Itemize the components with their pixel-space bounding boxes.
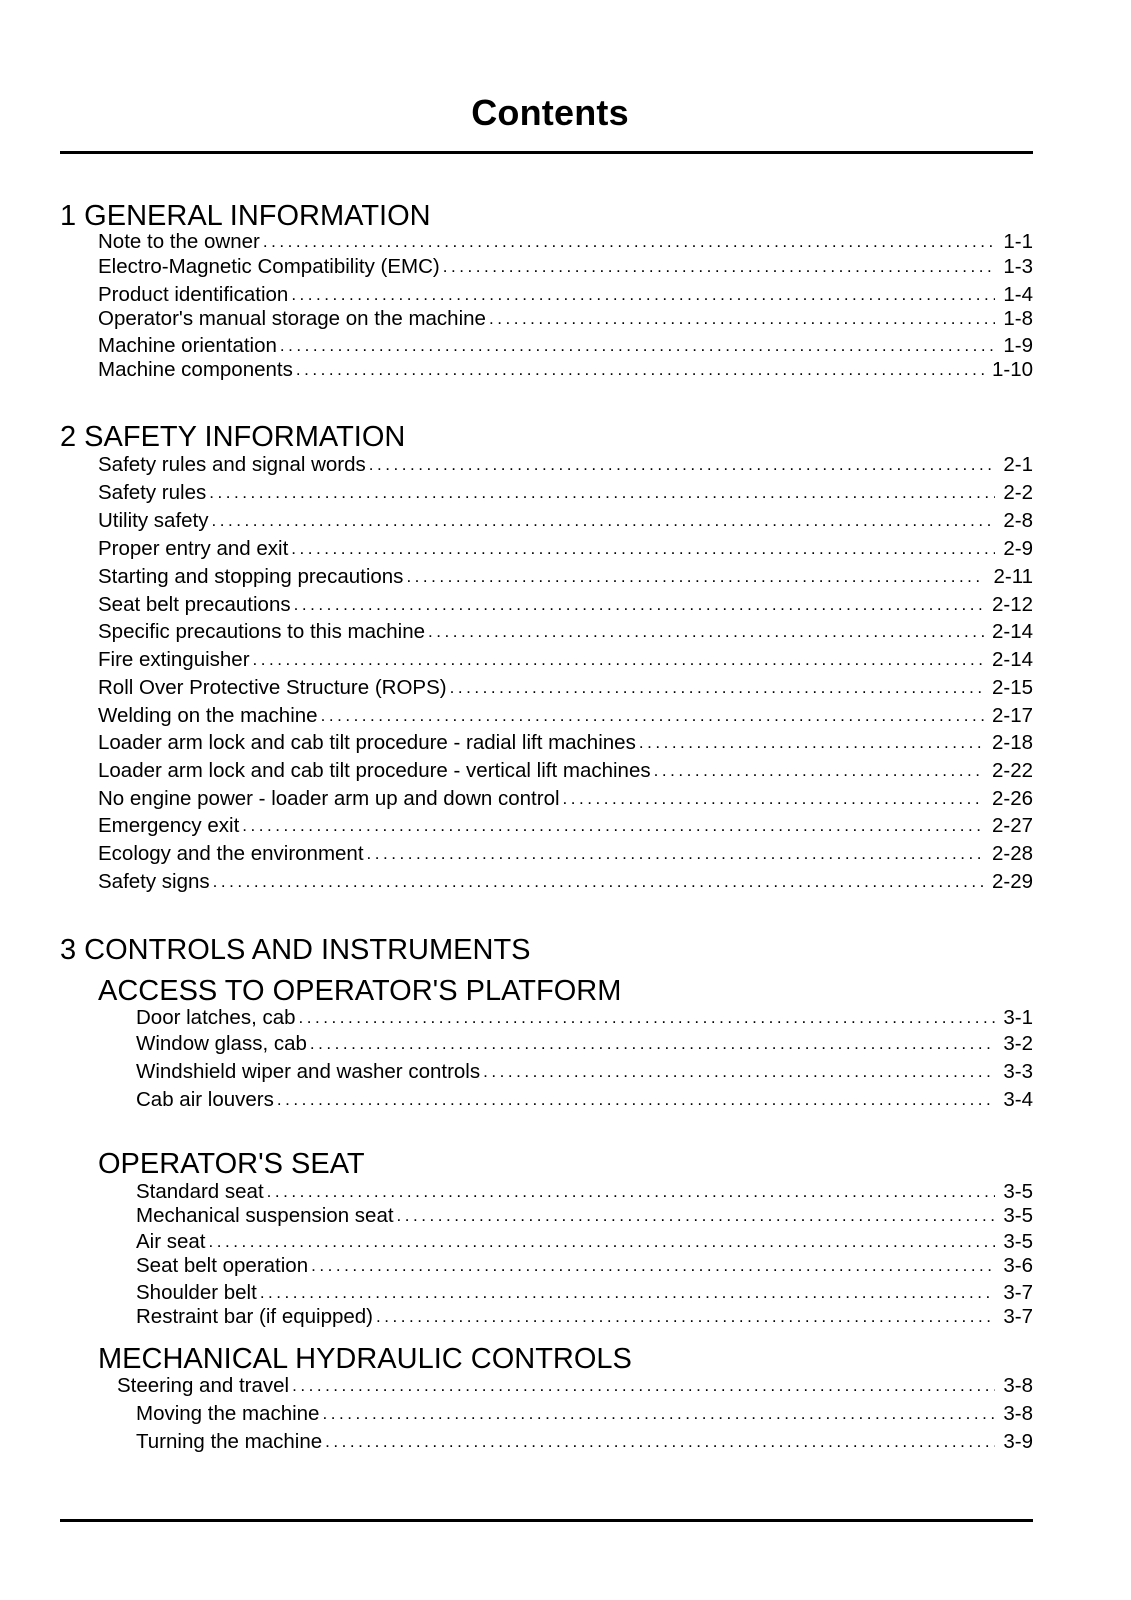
toc-entry-title: Electro-Magnetic Compatibility (EMC) <box>98 255 440 278</box>
toc-entry[interactable] <box>136 1204 1033 1228</box>
dot-leader <box>406 567 985 589</box>
dot-leader <box>639 733 984 755</box>
toc-entry-title: Proper entry and exit <box>98 537 289 560</box>
subsection-heading-mechanical-hydraulic-controls: MECHANICAL HYDRAULIC CONTROLS <box>98 1343 632 1375</box>
toc-entry[interactable] <box>98 230 1033 254</box>
dot-leader <box>321 706 984 728</box>
dot-leader <box>267 1182 996 1204</box>
dot-leader <box>376 1307 995 1329</box>
dot-leader <box>291 285 995 307</box>
toc-entry-title: Loader arm lock and cab tilt procedure - radial lift machines <box>98 731 636 754</box>
toc-entry[interactable] <box>98 481 1033 505</box>
dot-leader <box>654 761 984 783</box>
dot-leader <box>260 1283 996 1305</box>
toc-entry-page: 1-3 <box>1003 255 1033 278</box>
toc-entry-page: 3-2 <box>1003 1032 1033 1055</box>
toc-entry-page: 2-9 <box>1003 537 1033 560</box>
dot-leader <box>311 1256 995 1278</box>
toc-entry[interactable] <box>98 870 1033 894</box>
toc-entry-page: 2-2 <box>1003 481 1033 504</box>
toc-entry[interactable] <box>98 648 1033 672</box>
toc-entry[interactable] <box>98 537 1033 561</box>
toc-entry-page: 3-7 <box>1003 1305 1033 1328</box>
toc-entry-title: No engine power - loader arm up and down control <box>98 787 560 810</box>
dot-leader <box>483 1062 995 1084</box>
toc-entry-page: 2-18 <box>991 731 1033 754</box>
toc-entry[interactable] <box>136 1254 1033 1278</box>
toc-entry[interactable] <box>136 1180 1033 1204</box>
toc-entry-page: 2-11 <box>993 565 1033 588</box>
dot-leader <box>296 360 984 382</box>
dot-leader <box>489 309 995 331</box>
toc-entry[interactable] <box>98 565 1033 589</box>
dot-leader <box>213 872 984 894</box>
toc-entry-title: Standard seat <box>136 1180 264 1203</box>
toc-entry[interactable] <box>117 1374 1033 1398</box>
toc-entry-title: Note to the owner <box>98 230 260 253</box>
toc-entry-title: Specific precautions to this machine <box>98 620 426 643</box>
toc-entry-page: 3-7 <box>1003 1281 1033 1304</box>
dot-leader <box>253 650 984 672</box>
toc-entry-title: Steering and travel <box>117 1374 290 1397</box>
toc-entry[interactable] <box>98 307 1033 331</box>
toc-entry-title: Moving the machine <box>136 1402 320 1425</box>
toc-entry[interactable] <box>136 1402 1033 1426</box>
dot-leader <box>209 483 995 505</box>
toc-entry-title: Windshield wiper and washer controls <box>136 1060 481 1083</box>
toc-entry[interactable] <box>98 704 1033 728</box>
toc-entry-title: Restraint bar (if equipped) <box>136 1305 374 1328</box>
dot-leader <box>291 539 995 561</box>
dot-leader <box>322 1404 995 1426</box>
toc-entry[interactable] <box>136 1230 1033 1254</box>
toc-entry-title: Roll Over Protective Structure (ROPS) <box>98 676 447 699</box>
toc-entry-title: Seat belt operation <box>136 1254 309 1277</box>
toc-entry-page: 3-6 <box>1003 1254 1033 1277</box>
toc-entry[interactable] <box>98 787 1033 811</box>
section-heading-safety-information: 2 SAFETY INFORMATION <box>60 421 406 453</box>
subsection-heading-access-to-operators-platform: ACCESS TO OPERATOR'S PLATFORM <box>98 975 622 1007</box>
toc-entry-page: 2-15 <box>991 676 1033 699</box>
dot-leader <box>209 1232 996 1254</box>
dot-leader <box>397 1206 996 1228</box>
subsection-heading-operators-seat: OPERATOR'S SEAT <box>98 1148 365 1180</box>
toc-entry-title: Product identification <box>98 283 289 306</box>
dot-leader <box>292 1376 995 1398</box>
toc-entry[interactable] <box>98 509 1033 533</box>
toc-entry-title: Emergency exit <box>98 814 240 837</box>
toc-entry-page: 2-17 <box>991 704 1033 727</box>
dot-leader <box>450 678 984 700</box>
toc-entry-page: 2-12 <box>991 593 1033 616</box>
toc-entry-page: 2-1 <box>1003 453 1033 476</box>
toc-entry-title: Operator's manual storage on the machine <box>98 307 486 330</box>
toc-entry[interactable] <box>136 1006 1033 1030</box>
toc-entry-title: Machine components <box>98 358 293 381</box>
toc-entry-title: Safety rules and signal words <box>98 453 366 476</box>
toc-entry-page: 3-5 <box>1003 1230 1033 1253</box>
toc-entry-page: 2-29 <box>991 870 1033 893</box>
toc-entry-page: 3-1 <box>1003 1006 1033 1029</box>
toc-entry-page: 2-8 <box>1003 509 1033 532</box>
toc-entry-title: Loader arm lock and cab tilt procedure - vertical lift machines <box>98 759 651 782</box>
toc-entry-page: 1-1 <box>1003 230 1033 253</box>
dot-leader <box>294 595 984 617</box>
toc-entry-page: 2-22 <box>991 759 1033 782</box>
toc-entry-title: Safety signs <box>98 870 210 893</box>
toc-entry-title: Welding on the machine <box>98 704 318 727</box>
toc-entry-page: 3-4 <box>1003 1088 1033 1111</box>
dot-leader <box>299 1008 996 1030</box>
toc-entry-page: 1-8 <box>1003 307 1033 330</box>
dot-leader <box>212 511 996 533</box>
toc-entry[interactable] <box>98 620 1033 644</box>
section-heading-controls-and-instruments: 3 CONTROLS AND INSTRUMENTS <box>60 934 531 966</box>
toc-entry-page: 2-28 <box>991 842 1033 865</box>
toc-entry-page: 1-10 <box>991 358 1033 381</box>
bottom-divider <box>60 1519 1033 1522</box>
toc-entry-page: 1-4 <box>1003 283 1033 306</box>
toc-entry[interactable] <box>98 283 1033 307</box>
toc-entry[interactable] <box>98 255 1033 279</box>
toc-entry[interactable] <box>136 1281 1033 1305</box>
toc-entry-title: Air seat <box>136 1230 206 1253</box>
toc-entry[interactable] <box>98 334 1033 358</box>
dot-leader <box>263 232 996 254</box>
dot-leader <box>369 455 996 477</box>
toc-entry-page: 2-14 <box>991 648 1033 671</box>
toc-entry[interactable] <box>98 759 1033 783</box>
dot-leader <box>280 336 995 358</box>
toc-entry-page: 3-5 <box>1003 1204 1033 1227</box>
dot-leader <box>563 789 984 811</box>
toc-entry-title: Door latches, cab <box>136 1006 296 1029</box>
toc-entry[interactable] <box>136 1032 1033 1056</box>
toc-entry-title: Mechanical suspension seat <box>136 1204 394 1227</box>
toc-entry-page: 3-9 <box>1003 1430 1033 1453</box>
toc-entry-page: 3-5 <box>1003 1180 1033 1203</box>
dot-leader <box>310 1034 995 1056</box>
section-heading-general-information: 1 GENERAL INFORMATION <box>60 200 431 232</box>
dot-leader <box>242 816 984 838</box>
dot-leader <box>443 257 996 279</box>
toc-entry-page: 3-3 <box>1003 1060 1033 1083</box>
toc-entry[interactable] <box>136 1088 1033 1112</box>
toc-entry[interactable] <box>98 842 1033 866</box>
page-title: Contents <box>471 92 629 133</box>
toc-entry-title: Fire extinguisher <box>98 648 250 671</box>
toc-entry[interactable] <box>136 1060 1033 1084</box>
toc-entry[interactable] <box>136 1305 1033 1329</box>
toc-entry-page: 2-26 <box>991 787 1033 810</box>
toc-entry-page: 1-9 <box>1003 334 1033 357</box>
dot-leader <box>325 1432 995 1454</box>
dot-leader <box>277 1090 995 1112</box>
toc-entry-page: 2-27 <box>991 814 1033 837</box>
toc-entry-title: Window glass, cab <box>136 1032 307 1055</box>
toc-entry-page: 2-14 <box>991 620 1033 643</box>
toc-entry-title: Starting and stopping precautions <box>98 565 404 588</box>
toc-entry[interactable] <box>136 1430 1033 1454</box>
toc-entry[interactable] <box>98 358 1033 382</box>
toc-entry[interactable] <box>98 731 1033 755</box>
toc-entry-title: Utility safety <box>98 509 209 532</box>
dot-leader <box>367 844 984 866</box>
toc-entry[interactable] <box>98 593 1033 617</box>
toc-entry-title: Safety rules <box>98 481 207 504</box>
toc-entry-title: Turning the machine <box>136 1430 323 1453</box>
toc-entry-page: 3-8 <box>1003 1402 1033 1425</box>
toc-entry-title: Shoulder belt <box>136 1281 257 1304</box>
toc-entry-title: Ecology and the environment <box>98 842 364 865</box>
toc-entry[interactable] <box>98 453 1033 477</box>
toc-entry[interactable] <box>98 676 1033 700</box>
dot-leader <box>428 622 984 644</box>
toc-entry-page: 3-8 <box>1003 1374 1033 1397</box>
toc-entry[interactable] <box>98 814 1033 838</box>
toc-entry-title: Machine orientation <box>98 334 277 357</box>
toc-entry-title: Cab air louvers <box>136 1088 274 1111</box>
toc-entry-title: Seat belt precautions <box>98 593 291 616</box>
